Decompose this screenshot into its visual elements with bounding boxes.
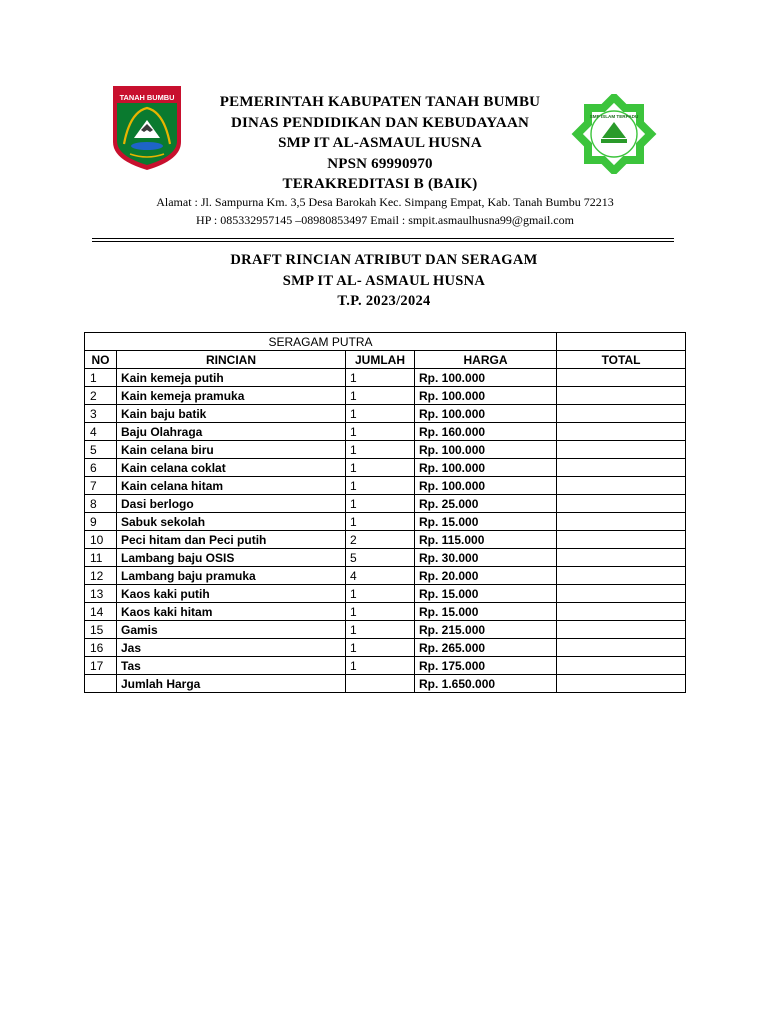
row-rincian: Kain celana biru (117, 441, 346, 459)
row-jumlah: 1 (346, 657, 415, 675)
section-title: SERAGAM PUTRA (85, 333, 557, 351)
row-no: 3 (85, 405, 117, 423)
row-jumlah: 1 (346, 387, 415, 405)
document-title (150, 250, 618, 312)
row-jumlah: 1 (346, 459, 415, 477)
table-row (85, 603, 686, 621)
row-no: 13 (85, 585, 117, 603)
row-jumlah: 1 (346, 513, 415, 531)
table-row (85, 423, 686, 441)
school-address: Alamat : Jl. Sampurna Km. 3,5 Desa Barokah Kec. Simpang Empat, Kab. Tanah Bumbu 72213 (156, 195, 614, 209)
row-rincian: Sabuk sekolah (117, 513, 346, 531)
row-no: 1 (85, 369, 117, 387)
row-jumlah: 1 (346, 495, 415, 513)
row-jumlah: 1 (346, 603, 415, 621)
total-empty-total (557, 675, 686, 693)
row-no: 16 (85, 639, 117, 657)
row-no: 5 (85, 441, 117, 459)
row-harga: Rp. 25.000 (415, 495, 557, 513)
row-total (557, 459, 686, 477)
header-divider (92, 238, 674, 239)
row-total (557, 495, 686, 513)
row-no: 15 (85, 621, 117, 639)
row-jumlah: 4 (346, 567, 415, 585)
row-total (557, 477, 686, 495)
row-no: 7 (85, 477, 117, 495)
row-total (557, 657, 686, 675)
row-rincian: Kaos kaki putih (117, 585, 346, 603)
government-name: PEMERINTAH KABUPATEN TANAH BUMBU (219, 94, 541, 110)
row-harga: Rp. 160.000 (415, 423, 557, 441)
row-rincian: Lambang baju pramuka (117, 567, 346, 585)
row-total (557, 585, 686, 603)
table-section-header (85, 333, 686, 351)
table-row (85, 387, 686, 405)
table-row (85, 405, 686, 423)
row-total (557, 441, 686, 459)
row-jumlah: 1 (346, 621, 415, 639)
row-no: 4 (85, 423, 117, 441)
column-header-jumlah: JUMLAH (346, 351, 415, 369)
row-rincian: Lambang baju OSIS (117, 549, 346, 567)
row-total (557, 405, 686, 423)
row-no: 14 (85, 603, 117, 621)
row-jumlah: 1 (346, 369, 415, 387)
row-jumlah: 1 (346, 585, 415, 603)
title-line-3: T.P. 2023/2024 (337, 293, 431, 309)
total-price: Rp. 1.650.000 (415, 675, 557, 693)
row-jumlah: 5 (346, 549, 415, 567)
row-harga: Rp. 100.000 (415, 369, 557, 387)
row-harga: Rp. 15.000 (415, 603, 557, 621)
table-row (85, 621, 686, 639)
header-divider-secondary (92, 241, 674, 242)
svg-text:SMP ISLAM TERPADU: SMP ISLAM TERPADU (589, 114, 639, 119)
row-no: 12 (85, 567, 117, 585)
row-no: 2 (85, 387, 117, 405)
table-row (85, 657, 686, 675)
row-jumlah: 1 (346, 423, 415, 441)
row-total (557, 387, 686, 405)
table-row (85, 477, 686, 495)
row-harga: Rp. 20.000 (415, 567, 557, 585)
row-jumlah: 1 (346, 405, 415, 423)
row-total (557, 423, 686, 441)
table-row (85, 495, 686, 513)
row-total (557, 531, 686, 549)
row-no: 8 (85, 495, 117, 513)
svg-text:TANAH BUMBU: TANAH BUMBU (119, 93, 175, 102)
row-harga: Rp. 30.000 (415, 549, 557, 567)
row-rincian: Kain celana coklat (117, 459, 346, 477)
title-line-1: DRAFT RINCIAN ATRIBUT DAN SERAGAM (230, 252, 538, 268)
table-row (85, 441, 686, 459)
row-no: 9 (85, 513, 117, 531)
row-rincian: Jas (117, 639, 346, 657)
letterhead (190, 92, 570, 195)
table-row (85, 567, 686, 585)
row-no: 11 (85, 549, 117, 567)
column-header-rincian: RINCIAN (117, 351, 346, 369)
row-total (557, 603, 686, 621)
row-rincian: Kain kemeja pramuka (117, 387, 346, 405)
section-empty-cell (557, 333, 686, 351)
row-total (557, 369, 686, 387)
school-name: SMP IT AL-ASMAUL HUSNA (278, 135, 482, 151)
table-total-row (85, 675, 686, 693)
row-jumlah: 1 (346, 639, 415, 657)
row-rincian: Kain celana hitam (117, 477, 346, 495)
row-total (557, 513, 686, 531)
row-harga: Rp. 100.000 (415, 459, 557, 477)
row-harga: Rp. 215.000 (415, 621, 557, 639)
row-jumlah: 1 (346, 477, 415, 495)
row-rincian: Peci hitam dan Peci putih (117, 531, 346, 549)
tanah-bumbu-logo (110, 84, 184, 172)
table-column-header (85, 351, 686, 369)
total-empty-qty (346, 675, 415, 693)
column-header-harga: HARGA (415, 351, 557, 369)
department-name: DINAS PENDIDIKAN DAN KEBUDAYAAN (230, 114, 530, 131)
row-total (557, 639, 686, 657)
row-harga: Rp. 100.000 (415, 441, 557, 459)
table-row (85, 369, 686, 387)
total-label: Jumlah Harga (117, 675, 346, 693)
row-rincian: Gamis (117, 621, 346, 639)
row-jumlah: 2 (346, 531, 415, 549)
row-total (557, 549, 686, 567)
row-total (557, 567, 686, 585)
table-row (85, 531, 686, 549)
row-rincian: Dasi berlogo (117, 495, 346, 513)
row-rincian: Kain kemeja putih (117, 369, 346, 387)
row-jumlah: 1 (346, 441, 415, 459)
row-total (557, 621, 686, 639)
npsn: NPSN 69990970 (327, 155, 433, 172)
table-row (85, 549, 686, 567)
school-logo (566, 94, 662, 174)
row-no: 17 (85, 657, 117, 675)
table-row (85, 513, 686, 531)
row-rincian: Baju Olahraga (117, 423, 346, 441)
row-harga: Rp. 100.000 (415, 477, 557, 495)
table-row (85, 585, 686, 603)
row-harga: Rp. 15.000 (415, 585, 557, 603)
table-body (85, 369, 686, 675)
row-harga: Rp. 100.000 (415, 405, 557, 423)
row-harga: Rp. 175.000 (415, 657, 557, 675)
row-harga: Rp. 100.000 (415, 387, 557, 405)
school-contact: HP : 085332957145 –08980853497 Email : smpit.asmaulhusna99@gmail.com (196, 213, 574, 227)
title-line-2: SMP IT AL- ASMAUL HUSNA (282, 272, 486, 289)
row-harga: Rp. 115.000 (415, 531, 557, 549)
column-header-no: NO (85, 351, 117, 369)
row-harga: Rp. 15.000 (415, 513, 557, 531)
row-rincian: Tas (117, 657, 346, 675)
accreditation: TERAKREDITASI B (BAIK) (282, 176, 478, 192)
row-harga: Rp. 265.000 (415, 639, 557, 657)
table-row (85, 459, 686, 477)
row-rincian: Kaos kaki hitam (117, 603, 346, 621)
row-no: 10 (85, 531, 117, 549)
total-empty-no (85, 675, 117, 693)
row-rincian: Kain baju batik (117, 405, 346, 423)
row-no: 6 (85, 459, 117, 477)
uniform-table (84, 332, 686, 693)
column-header-total: TOTAL (557, 351, 686, 369)
table-row (85, 639, 686, 657)
